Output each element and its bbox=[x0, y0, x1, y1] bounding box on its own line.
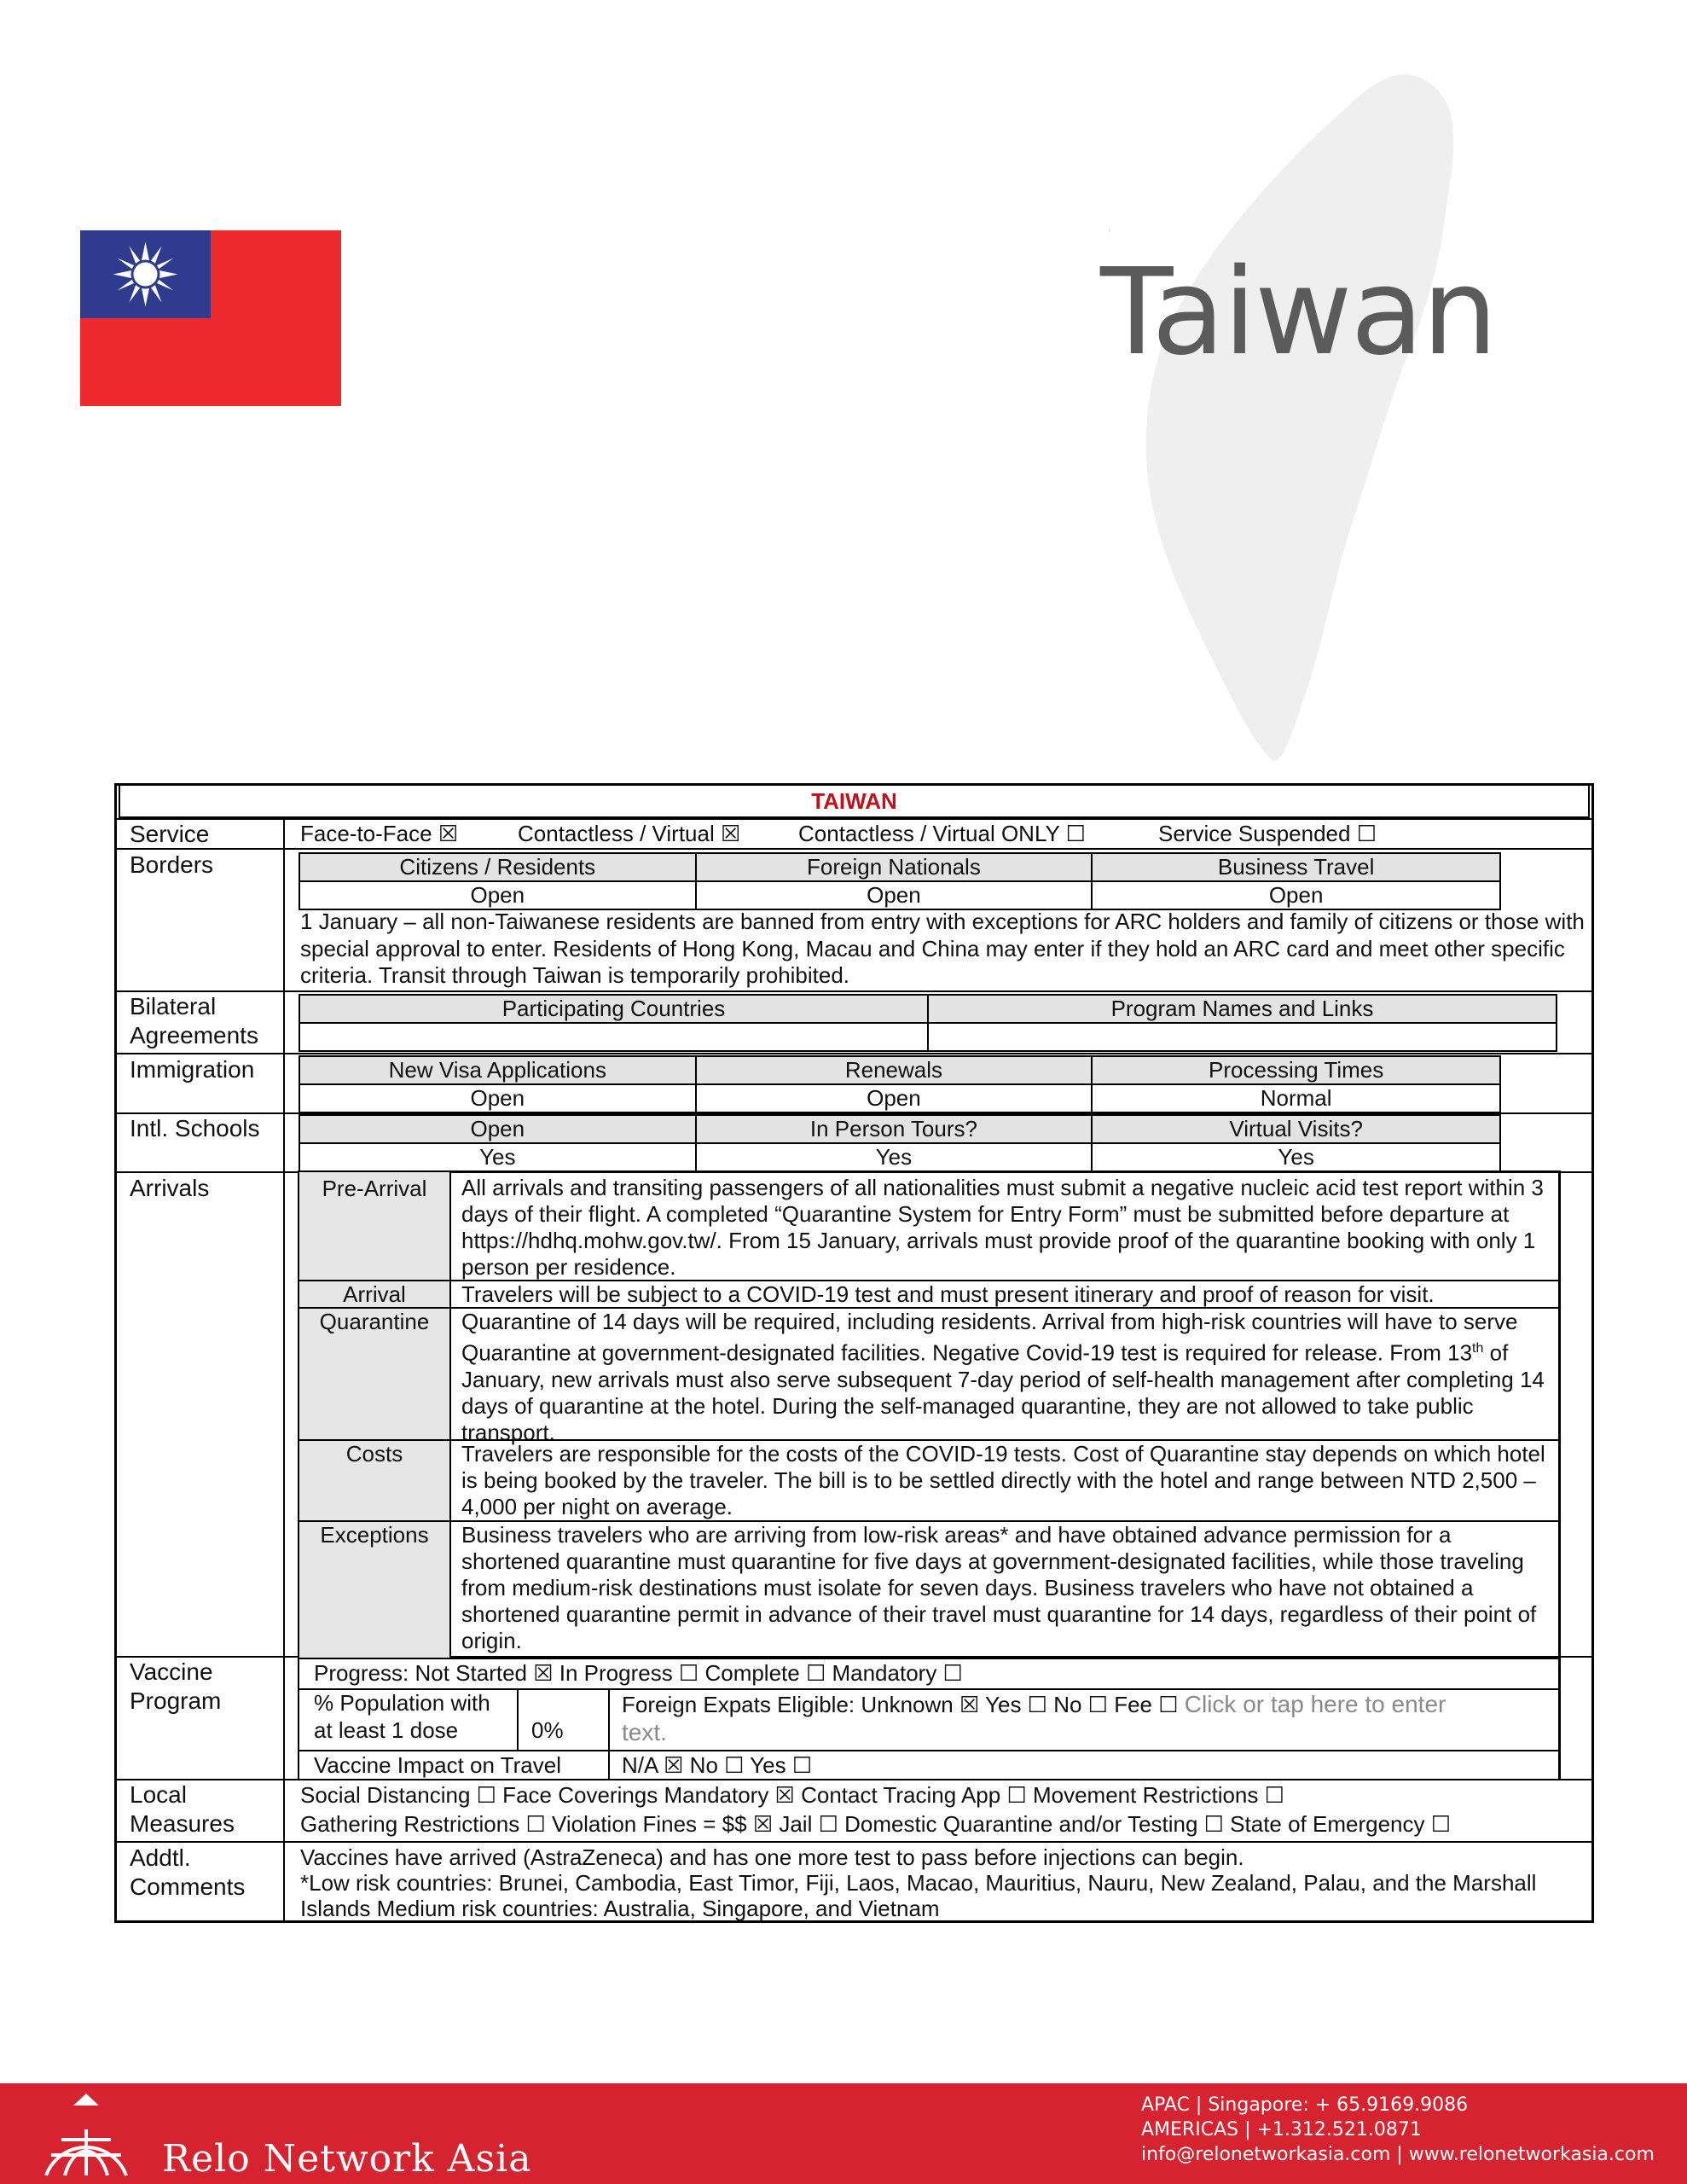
fee-input-cont[interactable]: text. bbox=[622, 1719, 667, 1745]
borders-label: Borders bbox=[130, 851, 214, 878]
bilateral-programs-cell bbox=[928, 1023, 1557, 1051]
exceptions-key: Exceptions bbox=[320, 1522, 429, 1548]
population-label-2: at least 1 dose bbox=[314, 1717, 459, 1743]
exceptions-text: Business travelers who are arriving from low-risk areas* and have obtained advance permission for a shortened quarantine must quarantine for five days at government-designated facilities, while those traveling from medium-risk destinations must isolate for seven days. Business travelers who have not obtained a shortened quarantine permit in advance of their travel must quarantine for 14 days, regardless of their point of origin. bbox=[461, 1522, 1537, 1653]
local-label-2: Measures bbox=[130, 1810, 235, 1837]
brand-name: Relo Network Asia bbox=[162, 2137, 532, 2181]
service-label: Service bbox=[130, 821, 210, 847]
covid-status-table bbox=[114, 783, 1594, 1923]
vaccine-label-2: Program bbox=[130, 1687, 222, 1714]
comments-label-1: Addtl. bbox=[130, 1844, 191, 1871]
borders-value-citizens: Open bbox=[299, 881, 696, 909]
vaccine-impact-value: N/A ☒ No ☐ Yes ☐ bbox=[622, 1752, 813, 1778]
borders-grid bbox=[299, 852, 1501, 910]
immigration-header-processing: Processing Times bbox=[1092, 1056, 1500, 1084]
arrival-key: Arrival bbox=[343, 1281, 406, 1307]
schools-value-virtual: Yes bbox=[1092, 1143, 1500, 1171]
borders-note: 1 January – all non-Taiwanese residents are banned from entry with exceptions for ARC holders and family of citizens or those with special approval to enter. Residents of Hong Kong, Macau and China may enter if they hold an ARC card and meet other specific criteria. Transit through Taiwan is temporarily prohibited. bbox=[300, 909, 1585, 988]
taiwan-map-silhouette bbox=[1109, 60, 1586, 768]
arrivals-section bbox=[298, 1170, 1561, 1659]
borders-header-business: Business Travel bbox=[1092, 853, 1500, 881]
local-measures-line-1: Social Distancing ☐ Face Coverings Mandatory ☒ Contact Tracing App ☐ Movement Restrictions ☐ bbox=[300, 1782, 1284, 1808]
immigration-value-new: Open bbox=[299, 1084, 696, 1112]
schools-header-open: Open bbox=[299, 1115, 696, 1143]
arrival-text: Travelers will be subject to a COVID-19 test and must present itinerary and proof of reason for visit. bbox=[461, 1281, 1435, 1307]
service-face-to-face: Face-to-Face ☒ bbox=[300, 821, 459, 846]
comments-line-1: Vaccines have arrived (AstraZeneca) and has one more test to pass before injections can begin. bbox=[300, 1844, 1244, 1870]
local-measures-line-2: Gathering Restrictions ☐ Violation Fines = $$ ☒ Jail ☐ Domestic Quarantine and/or Testing ☐ State of Emergency ☐ bbox=[300, 1811, 1452, 1837]
local-label-1: Local bbox=[130, 1781, 187, 1808]
immigration-header-new: New Visa Applications bbox=[299, 1056, 696, 1084]
service-contactless-only: Contactless / Virtual ONLY ☐ bbox=[798, 821, 1086, 846]
vaccine-impact-label: Vaccine Impact on Travel bbox=[314, 1752, 561, 1778]
apac-phone: APAC | Singapore: + 65.9169.9086 bbox=[1141, 2094, 1469, 2116]
bilateral-grid bbox=[299, 994, 1557, 1052]
bilateral-header-programs: Program Names and Links bbox=[928, 995, 1557, 1023]
pre-arrival-text: All arrivals and transiting passengers of all nationalities must submit a negative nucleic acid test report within 3 days of their flight. A completed “Quarantine System for Entry Form” must be submitted before departure at https://hdhq.mohw.gov.tw/. From 15 January, arrivals must provide proof of the quarantine booking with only 1 person per residence. bbox=[461, 1175, 1544, 1280]
vaccine-label-1: Vaccine bbox=[130, 1658, 213, 1685]
schools-grid bbox=[299, 1114, 1501, 1172]
borders-header-citizens: Citizens / Residents bbox=[299, 853, 696, 881]
americas-phone: AMERICAS | +1.312.521.0871 bbox=[1141, 2119, 1422, 2140]
population-value: 0% bbox=[531, 1717, 564, 1743]
immigration-header-renewals: Renewals bbox=[696, 1056, 1093, 1084]
vaccine-section bbox=[298, 1658, 1561, 1780]
expats-eligible: Foreign Expats Eligible: Unknown ☒ Yes ☐ No ☐ Fee ☐ Click or tap here to enter bbox=[622, 1691, 1446, 1717]
fee-input[interactable]: Click or tap here to enter bbox=[1184, 1691, 1446, 1717]
costs-key: Costs bbox=[345, 1441, 403, 1467]
globe-logo-icon bbox=[39, 2090, 133, 2179]
bilateral-label-1: Bilateral bbox=[130, 993, 217, 1019]
bilateral-countries-cell bbox=[299, 1023, 928, 1051]
bilateral-label-2: Agreements bbox=[130, 1022, 258, 1048]
immigration-value-processing: Normal bbox=[1092, 1084, 1500, 1112]
schools-value-open: Yes bbox=[299, 1143, 696, 1171]
schools-header-tours: In Person Tours? bbox=[696, 1115, 1093, 1143]
contact-links[interactable]: info@relonetworkasia.com | www.relonetworkasia.com bbox=[1141, 2144, 1655, 2165]
page-title: Taiwan bbox=[1100, 243, 1497, 382]
footer-contact bbox=[1141, 2093, 1655, 2167]
immigration-value-renewals: Open bbox=[696, 1084, 1093, 1112]
vaccine-progress: Progress: Not Started ☒ In Progress ☐ Complete ☐ Mandatory ☐ bbox=[314, 1660, 963, 1686]
quarantine-key: Quarantine bbox=[319, 1309, 430, 1334]
quarantine-text: Quarantine of 14 days will be required, including residents. Arrival from high-risk countries will have to serve Quarantine at government-designated facilities. Negative Covid-19 test is required for release. From 13th of January, new arrivals must also serve subsequent 7-day period of self-health management after completing 14 days of quarantine at the hotel. During the self-managed quarantine, they are not allowed to take public transport. bbox=[461, 1309, 1545, 1445]
costs-text: Travelers are responsible for the costs of the COVID-19 tests. Cost of Quarantine stay depends on which hotel is being booked by the traveler. The bill is to be settled directly with the hotel and range between NTD 2,500 – 4,000 per night on average. bbox=[461, 1441, 1545, 1519]
schools-header-virtual: Virtual Visits? bbox=[1092, 1115, 1500, 1143]
bilateral-header-countries: Participating Countries bbox=[299, 995, 928, 1023]
taiwan-flag-icon bbox=[80, 230, 341, 406]
comments-line-2: *Low risk countries: Brunei, Cambodia, East Timor, Fiji, Laos, Macao, Mauritius, Nauru, New Zealand, Palau, and the Marshall bbox=[300, 1870, 1537, 1896]
table-title: TAIWAN bbox=[119, 786, 1590, 818]
borders-value-business: Open bbox=[1092, 881, 1500, 909]
pre-arrival-key: Pre-Arrival bbox=[322, 1176, 427, 1201]
borders-header-foreign: Foreign Nationals bbox=[696, 853, 1093, 881]
immigration-grid bbox=[299, 1055, 1501, 1113]
comments-line-3: Islands Medium risk countries: Australia, Singapore, and Vietnam bbox=[300, 1896, 940, 1921]
arrivals-label: Arrivals bbox=[130, 1175, 210, 1201]
service-contactless: Contactless / Virtual ☒ bbox=[518, 821, 741, 846]
immigration-label: Immigration bbox=[130, 1056, 255, 1083]
borders-value-foreign: Open bbox=[696, 881, 1093, 909]
population-label-1: % Population with bbox=[314, 1690, 490, 1716]
schools-label: Intl. Schools bbox=[130, 1115, 260, 1141]
comments-label-2: Comments bbox=[130, 1873, 246, 1900]
service-suspended: Service Suspended ☐ bbox=[1158, 821, 1377, 846]
schools-value-tours: Yes bbox=[696, 1143, 1093, 1171]
